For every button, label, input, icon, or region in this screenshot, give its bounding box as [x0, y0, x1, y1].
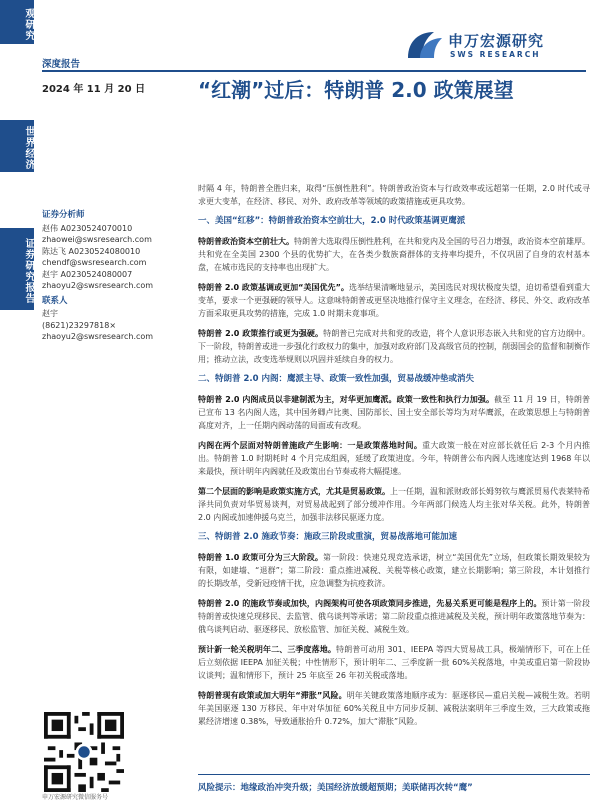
- analyst-line: 赵伟 A0230524070010: [42, 223, 133, 233]
- report-type: 深度报告: [42, 59, 81, 70]
- body-paragraph: [198, 485, 590, 524]
- paragraph-text: 特朗普可动用 301、IEEPA 等四大贸易战工具，极端情形下，可在上任后立刻依据 IEEPA 加征关税；中性情形下，预计明年二、三季度新一批 60%关税落地，中美或重启第一阶段协议谈判；温和情形下，预计 25 年底至 26 年初关税或落地。: [198, 645, 591, 680]
- paragraph-text: 特朗普大选取得压倒性胜利，在共和党内及全国的号召力增强，政治资本空前雄厚。共和党在全美国 2300 个县的优势扩大，在各类少数族裔群体的支持率均提升，不仅巩固了自身的农村基本盘，在城市选民的支持率也出现扩大。: [198, 237, 590, 272]
- paragraph-text: 特朗普已完成对共和党的改造，将个人意识形态嵌入共和党的官方边纲中。下一阶段，特朗普或进一步强化行政权力的集中，加强对政府部门及高级官员的控制，削弱国会的监督和制衡作用；推动立法，改变选举规则以巩固并延续自身的权力。: [198, 329, 590, 364]
- section-heading-2: 二、特朗普 2.0 内阁：鹰派主导、政策一致性加强，贸易战缓冲垫或消失: [198, 374, 474, 384]
- body-paragraph: [198, 393, 590, 432]
- body-paragraph: [198, 327, 590, 366]
- sidebar-tab-world-economy: 世界经济: [0, 120, 34, 172]
- paragraph-lead: 特朗普 2.0 政策基调或更加“美国优先”。: [198, 283, 349, 292]
- analyst-block: [42, 210, 192, 343]
- paragraph-lead: 特朗普现有政策或加大明年“滞胀”风险。: [198, 691, 347, 700]
- paragraph-lead: 特朗普 2.0 的施政节奏或加快，内阁架构可使各项政策同步推进，先易关系更可能是程序上的。: [198, 599, 542, 608]
- paragraph-text: 第一阶段：快速兑现竞选承诺，树立“美国优先”立场，但政策长期效果较为有限，如建墙、“退群”；第二阶段：重点推进减税、关税等核心政策，建立长期影响；第三阶段，本计划推行的长期改革，受新冠疫情干扰，应急调整为抗疫救济。: [198, 553, 590, 588]
- brand-mark-icon: [404, 28, 444, 62]
- contact-heading: 联系人: [42, 295, 68, 306]
- paragraph-lead: 第二个层面的影响是政策实施方式，尤其是贸易政策。: [198, 487, 390, 496]
- header-divider: [42, 70, 586, 72]
- section-heading-3: 三、特朗普 2.0 施政节奏：施政三阶段或重演，贸易战落地可能加速: [198, 532, 457, 542]
- qr-code-icon: [44, 712, 124, 792]
- paragraph-lead: 特朗普 2.0 内阁成员以非建制派为主，对华更加鹰派。政策一致性和执行力加强。: [198, 395, 495, 404]
- body-paragraph: [198, 551, 590, 590]
- analyst-line: 赵宇 A0230524080007: [42, 269, 133, 279]
- body-paragraph: [198, 643, 590, 682]
- intro-paragraph: 时隔 4 年，特朗普全胜归来，取得“压倒性胜利”。特朗普政治资本与行政效率或远超第一任期，2.0 时代或寻求更大变革，在经济、移民、对外、政府改革等领域的政策措施或更具攻势。: [198, 184, 590, 206]
- report-date: 2024 年 11 月 20 日: [42, 84, 146, 95]
- paragraph-text: 明年关键政策落地顺序或为：驱逐移民—重启关税—减税生效。若明年美国驱逐 130 万移民、年中对华加征 60%关税且中方同步反制、减税法案明年三季度生效，三大政策或拖累经济增速 0.38%，导致通胀抬升 0.72%，加大“滞胀”风险。: [198, 691, 590, 726]
- sidebar-tab-macro: 观研究: [0, 0, 34, 44]
- report-body: [198, 182, 590, 735]
- paragraph-lead: 预计新一轮关税明年二、三季度落地。: [198, 645, 337, 654]
- brand-name-cn: 申万宏源研究: [448, 32, 545, 50]
- paragraph-text: 截至 11 月 19 日，特朗普已宣布 13 名内阁人选，其中国务卿卢比奥、国防部长、国土安全部长等均为对华鹰派，在政策思想上与特朗普高度对齐，上一任期内阁动荡的局面或有改观。: [198, 395, 590, 430]
- body-paragraph: [198, 439, 590, 478]
- analyst-line: chendf@swsresearch.com: [42, 258, 147, 267]
- report-title: “红潮”过后：特朗普 2.0 政策展望: [198, 78, 514, 102]
- paragraph-lead: 特朗普政治资本空前壮大。: [198, 237, 294, 246]
- body-paragraph: [198, 281, 590, 320]
- brand-name-en: SWS RESEARCH: [450, 50, 541, 59]
- section-heading-1: 一、美国“红移”：特朗普政治资本空前壮大，2.0 时代政策基调更鹰派: [198, 216, 466, 226]
- body-paragraph: [198, 235, 590, 274]
- brand-logo: [404, 26, 584, 66]
- risk-warning: 风险提示：地缘政治冲突升级；美国经济放缓超预期；美联储再次转“鹰”: [198, 783, 473, 793]
- paragraph-lead: 特朗普 1.0 政策可分为三大阶段。: [198, 553, 323, 562]
- paragraph-text: 选举结果清晰地显示，美国选民对现状极度失望，迫切希望看到重大变革，要求一个更强硬的领导人。这意味特朗普或更坚决地推行保守主义理念，在经济、移民、外交、政府改革方面采取更具攻势的措施，完成 1.0 时期未竟事项。: [198, 283, 590, 318]
- paragraph-text: 预计第一阶段特朗普或快速兑现移民、去监管、俄乌谈判等承诺；第二阶段重点推进减税及关税，预计明年政策落地节奏为：俄乌谈判启动、驱逐移民、放松监管、加征关税、减税生效。: [198, 599, 590, 634]
- analyst-line: zhaoyu2@swsresearch.com: [42, 281, 154, 290]
- paragraph-lead: 内阁在两个层面对特朗普施政产生影响：一是政策落地时间。: [198, 441, 423, 450]
- analyst-line: 陈达飞 A0230524080010: [42, 246, 141, 256]
- risk-divider: [198, 774, 590, 775]
- body-paragraph: [198, 689, 590, 728]
- body-paragraph: [198, 597, 590, 636]
- contact-line: zhaoyu2@swsresearch.com: [42, 332, 154, 341]
- contact-line: (8621)23297818×: [42, 320, 117, 330]
- qr-caption: 申万宏源研究微信服务号: [42, 794, 109, 800]
- paragraph-text: 重大政策一般在对应部长就任后 2-3 个月内推出。特朗普 1.0 时期耗时 4 个月完成组阁，延缓了政策进度。今年，特朗普公布内阁人选速度达到 1968 年以来最快，预计明年内阁就任及政策出台节奏或将大幅提速。: [198, 441, 590, 476]
- paragraph-lead: 特朗普 2.0 政策推行或更为强硬。: [198, 329, 324, 338]
- contact-line: 赵宇: [42, 309, 58, 318]
- paragraph-text: 上一任期，温和派财政部长姆努钦与鹰派贸易代表莱特希泽共同负责对华贸易谈判，对贸易战起到了部分缓冲作用。今年两部门候选人均主张对华关税。此外，特朗普 2.0 内阁或加速伸援乌克兰，加强非法移民驱逐力度。: [198, 487, 590, 522]
- sidebar-tab-securities-report: 证券研究报告: [0, 228, 34, 310]
- analyst-heading: 证券分析师: [42, 210, 85, 220]
- analyst-line: zhaowei@swsresearch.com: [42, 235, 152, 244]
